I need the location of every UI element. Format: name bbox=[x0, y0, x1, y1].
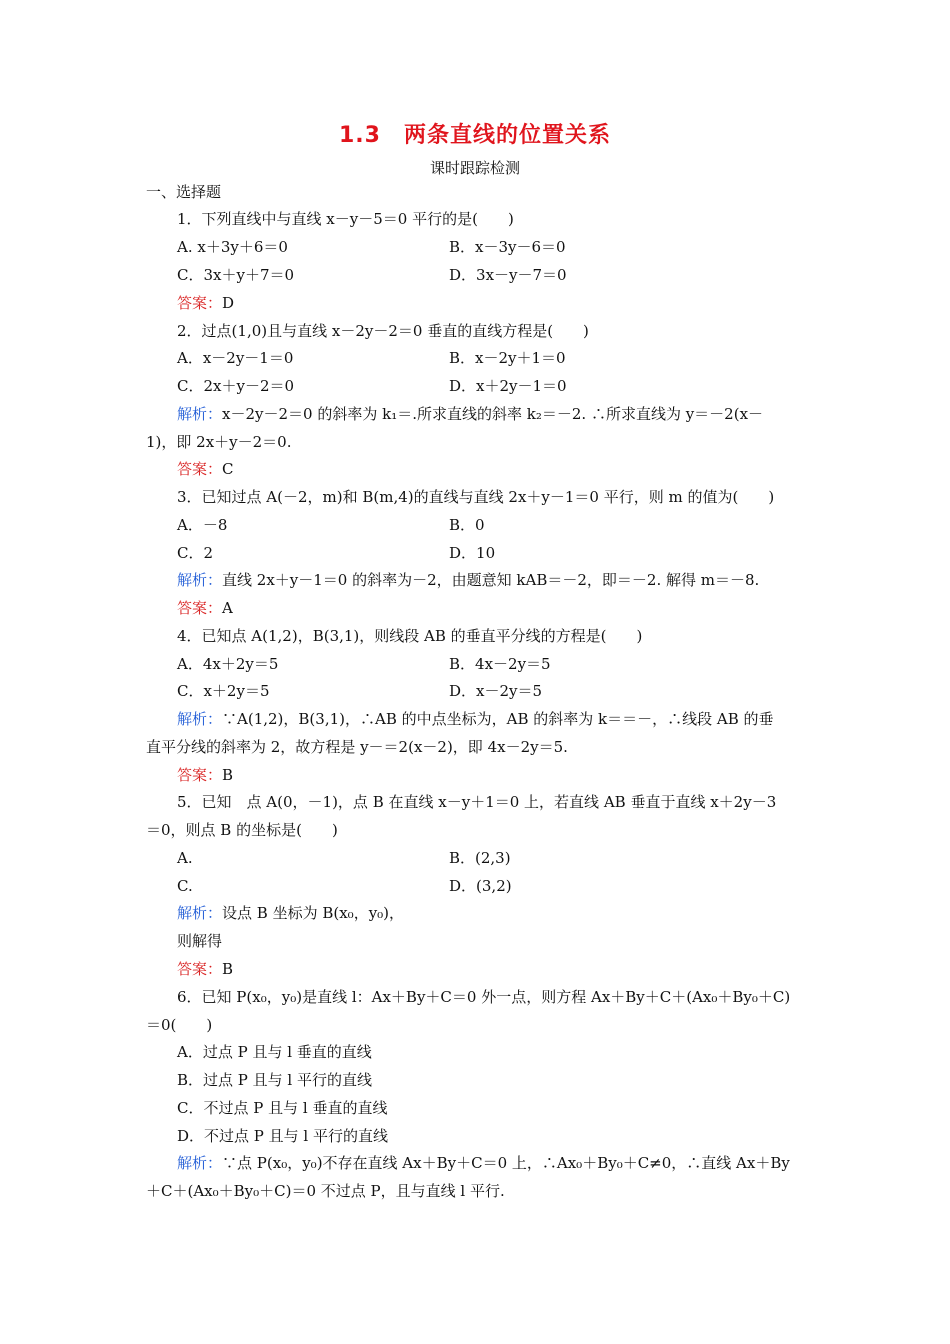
question-1-option-d: D．3x－y－7＝0 bbox=[449, 266, 567, 284]
question-5-stem-cont: ＝0，则点 B 的坐标是( ) bbox=[146, 821, 338, 839]
answer-label: 答案： bbox=[177, 294, 223, 312]
question-3-stem: 3．已知过点 A(－2，m)和 B(m,4)的直线与直线 2x＋y－1＝0 平行，则 m 的值为( ) bbox=[177, 488, 775, 506]
question-5-option-d: D．(3,2) bbox=[449, 877, 512, 895]
question-1-stem: 1．下列直线中与直线 x－y－5＝0 平行的是( ) bbox=[177, 210, 514, 228]
question-4-option-a: A．4x＋2y＝5 bbox=[177, 655, 279, 673]
question-3-option-a: A．－8 bbox=[177, 516, 228, 534]
section-heading: 一、选择题 bbox=[146, 183, 222, 201]
question-2-option-d: D．x＋2y－1＝0 bbox=[449, 377, 567, 395]
question-2-option-a: A．x－2y－1＝0 bbox=[177, 349, 294, 367]
answer-value: B bbox=[222, 766, 234, 784]
question-3-option-d: D．10 bbox=[449, 544, 496, 562]
analysis-text: x－2y－2＝0 的斜率为 k₁＝.所求直线的斜率 k₂＝－2. ∴所求直线为 y＝－2(x－ bbox=[222, 405, 764, 423]
question-6-option-b: B．过点 P 且与 l 平行的直线 bbox=[177, 1071, 372, 1089]
page-subtitle: 课时跟踪检测 bbox=[429, 159, 520, 177]
analysis-label: 解析： bbox=[177, 904, 223, 922]
question-6-option-c: C．不过点 P 且与 l 垂直的直线 bbox=[177, 1099, 388, 1117]
analysis-text: ∵点 P(x₀，y₀)不存在直线 Ax＋By＋C＝0 上，∴Ax₀＋By₀＋C≠0，∴直线 Ax＋By bbox=[222, 1154, 790, 1172]
analysis-text: 设点 B 坐标为 B(x₀，y₀)， bbox=[222, 904, 405, 922]
question-6-stem-cont: ＝0( ) bbox=[146, 1016, 213, 1034]
question-2-answer bbox=[177, 459, 234, 479]
question-6-analysis-cont: ＋C＋(Ax₀＋By₀＋C)＝0 不过点 P，且与直线 l 平行. bbox=[146, 1182, 505, 1200]
analysis-label: 解析： bbox=[177, 710, 223, 728]
answer-label: 答案： bbox=[177, 960, 223, 978]
question-5-answer bbox=[177, 959, 233, 979]
question-4-option-d: D．x－2y＝5 bbox=[449, 682, 543, 700]
question-5-analysis bbox=[177, 903, 404, 923]
question-2-option-c: C．2x＋y－2＝0 bbox=[177, 377, 295, 395]
answer-value: A bbox=[222, 599, 233, 617]
question-4-analysis bbox=[177, 709, 774, 729]
analysis-label: 解析： bbox=[177, 1154, 223, 1172]
analysis-text: ∵A(1,2)，B(3,1)，∴AB 的中点坐标为，AB 的斜率为 k＝＝－，∴线段 AB 的垂 bbox=[222, 710, 774, 728]
question-5-option-b: B．(2,3) bbox=[449, 849, 511, 867]
question-5-option-c: C. bbox=[177, 877, 193, 895]
question-2-analysis bbox=[177, 404, 763, 424]
question-3-option-b: B．0 bbox=[449, 516, 485, 534]
question-5-stem: 5．已知 点 A(0，－1)，点 B 在直线 x－y＋1＝0 上，若直线 AB 垂直于直线 x＋2y－3 bbox=[177, 793, 777, 811]
question-6-analysis bbox=[177, 1153, 790, 1173]
question-1-option-c: C．3x＋y＋7＝0 bbox=[177, 266, 295, 284]
page-title: 1.3 两条直线的位置关系 bbox=[339, 123, 611, 148]
question-1-option-a: A. x＋3y＋6＝0 bbox=[177, 238, 288, 256]
question-2-option-b: B．x－2y＋1＝0 bbox=[449, 349, 566, 367]
answer-label: 答案： bbox=[177, 766, 223, 784]
analysis-label: 解析： bbox=[177, 571, 223, 589]
question-1-answer bbox=[177, 293, 234, 313]
question-1-option-b: B．x－3y－6＝0 bbox=[449, 238, 566, 256]
answer-value: C bbox=[222, 460, 234, 478]
question-6-option-d: D．不过点 P 且与 l 平行的直线 bbox=[177, 1127, 388, 1145]
question-2-stem: 2．过点(1,0)且与直线 x－2y－2＝0 垂直的直线方程是( ) bbox=[177, 322, 589, 340]
question-4-answer bbox=[177, 765, 233, 785]
question-5-option-a: A. bbox=[177, 849, 193, 867]
question-3-analysis bbox=[177, 570, 759, 590]
answer-label: 答案： bbox=[177, 460, 223, 478]
question-3-answer bbox=[177, 598, 233, 618]
answer-value: B bbox=[222, 960, 234, 978]
analysis-text: 直线 2x＋y－1＝0 的斜率为－2，由题意知 kAB＝－2，即＝－2. 解得 m＝－8. bbox=[222, 571, 760, 589]
analysis-label: 解析： bbox=[177, 405, 223, 423]
question-2-analysis-cont: 1)，即 2x＋y－2＝0. bbox=[146, 433, 292, 451]
answer-value: D bbox=[222, 294, 235, 312]
question-6-stem: 6．已知 P(x₀，y₀)是直线 l：Ax＋By＋C＝0 外一点，则方程 Ax＋By＋C＋(Ax₀＋By₀＋C) bbox=[177, 988, 791, 1006]
question-3-option-c: C．2 bbox=[177, 544, 214, 562]
question-4-option-c: C．x＋2y＝5 bbox=[177, 682, 270, 700]
question-6-option-a: A．过点 P 且与 l 垂直的直线 bbox=[177, 1043, 372, 1061]
question-4-stem: 4．已知点 A(1,2)，B(3,1)，则线段 AB 的垂直平分线的方程是( ) bbox=[177, 627, 643, 645]
answer-label: 答案： bbox=[177, 599, 223, 617]
question-4-analysis-cont: 直平分线的斜率为 2，故方程是 y－＝2(x－2)，即 4x－2y＝5. bbox=[146, 738, 568, 756]
question-5-analysis-cont: 则解得 bbox=[177, 932, 223, 950]
question-4-option-b: B．4x－2y＝5 bbox=[449, 655, 551, 673]
